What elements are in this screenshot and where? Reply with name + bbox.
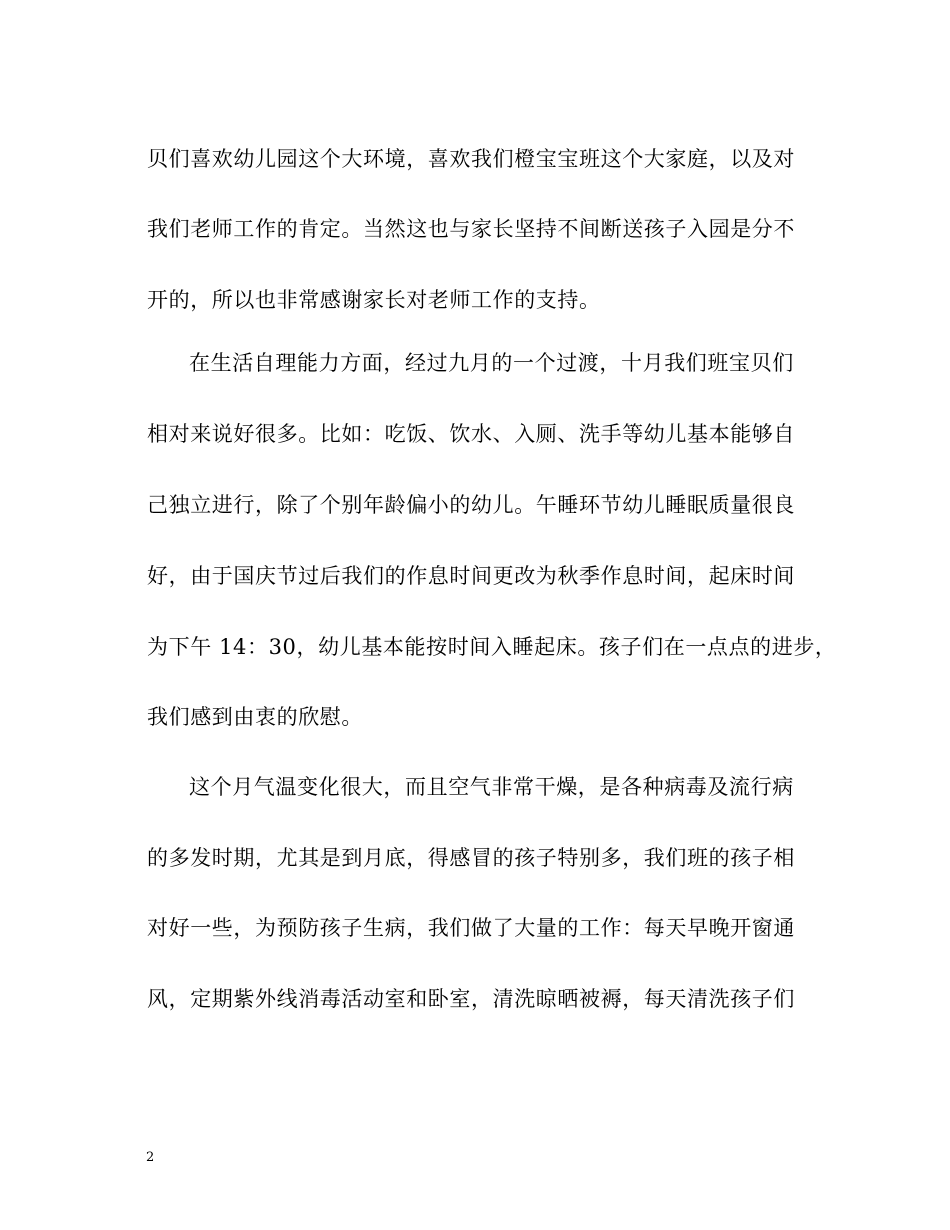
text-line: 贝们喜欢幼儿园这个大环境，喜欢我们橙宝宝班这个大家庭，以及对 [147,147,795,171]
text-line: 相对来说好很多。比如：吃饭、饮水、入厕、洗手等幼儿基本能够自 [147,422,795,446]
text-line: 风，定期紫外线消毒活动室和卧室，清洗晾晒被褥，每天清洗孩子们 [147,987,795,1011]
text-line: 我们感到由衷的欣慰。 [147,705,363,729]
text-line: 己独立进行，除了个别年龄偏小的幼儿。午睡环节幼儿睡眠质量很良 [147,493,795,517]
text-line-paragraph-start: 这个月气温变化很大，而且空气非常干燥，是各种病毒及流行病 [189,775,794,799]
text-line: 的多发时期，尤其是到月底，得感冒的孩子特别多，我们班的孩子相 [147,846,795,870]
page-number: 2 [146,1150,155,1165]
text-line-paragraph-start: 在生活自理能力方面，经过九月的一个过渡，十月我们班宝贝们 [189,351,794,375]
text-line: 开的，所以也非常感谢家长对老师工作的支持。 [147,288,601,312]
text-line: 好，由于国庆节过后我们的作息时间更改为秋季作息时间，起床时间 [147,564,795,588]
text-line: 为下午 14：30，幼儿基本能按时间入睡起床。孩子们在一点点的进步， [147,635,837,659]
text-line: 对好一些，为预防孩子生病，我们做了大量的工作：每天早晚开窗通 [147,916,795,940]
text-line: 我们老师工作的肯定。当然这也与家长坚持不间断送孩子入园是分不 [147,217,795,241]
